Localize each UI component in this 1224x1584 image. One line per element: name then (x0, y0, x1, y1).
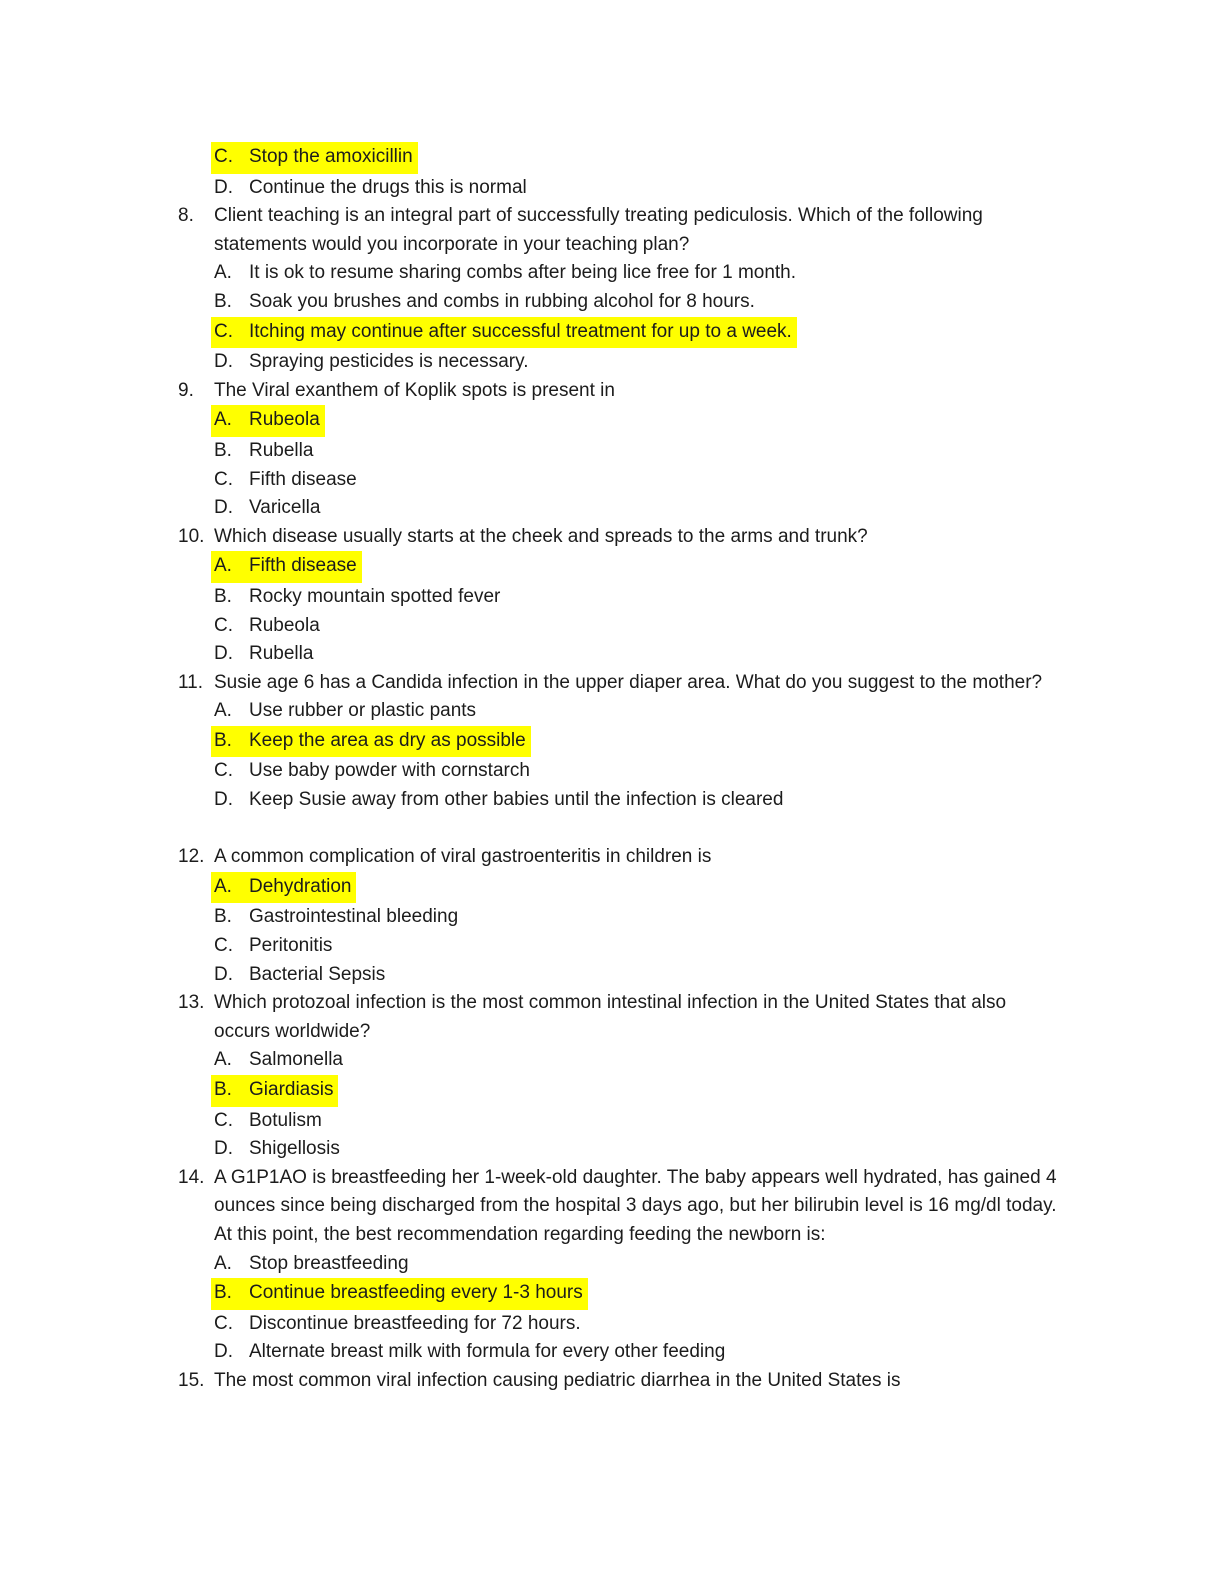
option-letter: A. (214, 700, 232, 722)
option-letter: C. (214, 320, 233, 342)
option-text: Giardiasis (249, 1079, 334, 1100)
option-row (214, 1338, 1070, 1367)
orphan-option-row (214, 174, 1070, 203)
question-number: 15. (178, 1369, 205, 1391)
option-row (214, 726, 1070, 758)
option-row (214, 288, 1070, 317)
option-letter: D. (214, 497, 233, 519)
question-block (178, 377, 1070, 523)
question-block (178, 523, 1070, 669)
answer-option (214, 1250, 409, 1279)
answer-option-highlighted (211, 1278, 588, 1310)
option-letter: D. (214, 1138, 233, 1160)
option-row (214, 583, 1070, 612)
question-text: The most common viral infection causing pediatric diarrhea in the United States is (214, 1369, 901, 1391)
option-row (214, 317, 1070, 349)
option-text: Fifth disease (249, 468, 357, 490)
option-letter: B. (214, 290, 232, 312)
question-row (178, 202, 1070, 259)
question-text: Susie age 6 has a Candida infection in the upper diaper area. What do you suggest to the mother? (214, 671, 1043, 693)
option-text: Keep Susie away from other babies until the infection is cleared (249, 789, 784, 811)
option-letter: B. (214, 906, 232, 928)
answer-option-highlighted (211, 317, 797, 349)
option-letter: B. (214, 1282, 232, 1304)
question-row (178, 1164, 1070, 1250)
option-row (214, 640, 1070, 669)
answer-option (214, 348, 529, 377)
option-text: Soak you brushes and combs in rubbing alcohol for 8 hours. (249, 290, 755, 312)
option-letter: D. (214, 963, 233, 985)
option-text: Continue breastfeeding every 1-3 hours (249, 1282, 583, 1304)
question-row (178, 1367, 1070, 1396)
answer-option (214, 466, 357, 495)
option-row (214, 612, 1070, 641)
option-letter: B. (214, 439, 232, 461)
option-row (214, 551, 1070, 583)
option-text: Shigellosis (249, 1138, 340, 1160)
answer-option (214, 1107, 322, 1136)
option-row (214, 1046, 1070, 1075)
option-letter: D. (214, 351, 233, 373)
option-row (214, 1107, 1070, 1136)
option-text: Alternate breast milk with formula for every other feeding (249, 1341, 726, 1363)
option-text: It is ok to resume sharing combs after being lice free for 1 month. (249, 262, 797, 284)
option-row (214, 466, 1070, 495)
option-text: Rocky mountain spotted fever (249, 585, 501, 607)
option-letter: A. (214, 1252, 232, 1274)
option-text: Botulism (249, 1109, 322, 1131)
answer-option (214, 640, 313, 669)
option-letter: D. (214, 176, 233, 198)
question-text: A common complication of viral gastroenteritis in children is (214, 846, 712, 868)
option-letter: A. (214, 409, 232, 431)
answer-option (214, 932, 332, 961)
option-text: Discontinue breastfeeding for 72 hours. (249, 1312, 581, 1334)
answer-option (214, 757, 530, 786)
option-row (214, 259, 1070, 288)
option-row (214, 1278, 1070, 1310)
option-text: Rubeola (249, 614, 320, 636)
option-text: Fifth disease (249, 555, 357, 577)
answer-option (214, 174, 527, 203)
answer-option-highlighted (211, 872, 356, 904)
option-letter: C. (214, 760, 233, 782)
answer-option (214, 583, 500, 612)
option-letter: A. (214, 555, 232, 577)
option-text: Use baby powder with cornstarch (249, 760, 530, 782)
option-row (214, 437, 1070, 466)
answer-option (214, 1338, 725, 1367)
option-text: Salmonella (249, 1049, 343, 1071)
question-block (178, 669, 1070, 815)
option-row (214, 1135, 1070, 1164)
option-row (214, 872, 1070, 904)
option-text: Gastrointestinal bleeding (249, 906, 459, 928)
option-row (214, 697, 1070, 726)
question-block (178, 1164, 1070, 1367)
option-letter: B. (214, 729, 232, 751)
question-row (178, 377, 1070, 406)
question-number: 10. (178, 525, 205, 547)
option-row (214, 903, 1070, 932)
option-letter: A. (214, 875, 232, 897)
option-row (214, 405, 1070, 437)
question-row (178, 843, 1070, 872)
answer-option-highlighted (211, 142, 418, 174)
option-letter: B. (214, 1079, 232, 1100)
option-row (214, 757, 1070, 786)
question-number: 12. (178, 846, 205, 868)
question-text: The Viral exanthem of Koplik spots is present in (214, 379, 615, 401)
answer-option (214, 903, 458, 932)
answer-option (214, 437, 313, 466)
answer-option (214, 288, 755, 317)
blank-line (178, 815, 1070, 844)
option-text: Varicella (249, 497, 321, 519)
answer-option (214, 961, 385, 990)
answer-option (214, 786, 783, 815)
answer-option (214, 259, 796, 288)
question-block (178, 989, 1070, 1164)
question-block (178, 202, 1070, 377)
option-letter: B. (214, 585, 232, 607)
option-letter: A. (214, 1049, 232, 1071)
orphan-option-row (214, 142, 1070, 174)
option-text: Peritonitis (249, 935, 333, 957)
answer-option (214, 1046, 343, 1075)
answer-option (214, 494, 320, 523)
answer-option-highlighted (211, 726, 531, 758)
question-row (178, 989, 1070, 1046)
option-text: Stop breastfeeding (249, 1252, 409, 1274)
answer-option (214, 697, 476, 726)
option-text: Dehydration (249, 875, 352, 897)
question-number: 14. (178, 1166, 205, 1188)
option-row (214, 1075, 1070, 1107)
option-row (214, 961, 1070, 990)
option-text: Bacterial Sepsis (249, 963, 386, 985)
question-block (178, 843, 1070, 989)
option-text: Rubella (249, 643, 314, 665)
option-row (214, 1250, 1070, 1279)
option-row (214, 1310, 1070, 1339)
question-row (178, 669, 1070, 698)
question-text: Which disease usually starts at the cheek and spreads to the arms and trunk? (214, 525, 868, 547)
answer-option (214, 612, 320, 641)
option-text: Continue the drugs this is normal (249, 176, 527, 198)
option-row (214, 348, 1070, 377)
option-text: Rubeola (249, 409, 320, 431)
option-letter: C. (214, 146, 233, 167)
option-row (214, 494, 1070, 523)
option-row (214, 932, 1070, 961)
option-text: Keep the area as dry as possible (249, 729, 526, 751)
option-letter: D. (214, 789, 233, 811)
question-number: 8. (178, 205, 194, 227)
question-text: Which protozoal infection is the most common intestinal infection in the United States that also occurs worldwide? (214, 992, 1007, 1042)
answer-option (214, 1310, 581, 1339)
option-letter: D. (214, 1341, 233, 1363)
answer-option-highlighted (211, 405, 325, 437)
option-letter: D. (214, 643, 233, 665)
question-number: 9. (178, 379, 194, 401)
question-block (178, 1367, 1070, 1396)
answer-option (214, 1135, 340, 1164)
answer-option-highlighted (211, 551, 362, 583)
question-text: A G1P1AO is breastfeeding her 1-week-old daughter. The baby appears well hydrated, has gained 4 ounces since being discharged from the hospital 3 days ago, but her bilirubin level is 16 mg/dl today. At this point, the best recommendation regarding feeding the newborn is: (214, 1166, 1057, 1245)
question-row (178, 523, 1070, 552)
option-letter: C. (214, 1109, 233, 1131)
option-text: Itching may continue after successful treatment for up to a week. (249, 320, 792, 342)
option-letter: C. (214, 468, 233, 490)
question-number: 13. (178, 992, 205, 1014)
option-text: Spraying pesticides is necessary. (249, 351, 529, 373)
option-text: Rubella (249, 439, 314, 461)
quiz-content (178, 142, 1070, 1396)
answer-option-highlighted (211, 1075, 338, 1107)
option-letter: C. (214, 614, 233, 636)
option-text: Stop the amoxicillin (249, 146, 413, 167)
option-row (214, 786, 1070, 815)
option-text: Use rubber or plastic pants (249, 700, 477, 722)
option-letter: A. (214, 262, 232, 284)
option-letter: C. (214, 935, 233, 957)
question-number: 11. (178, 671, 204, 693)
option-letter: C. (214, 1312, 233, 1334)
question-text: Client teaching is an integral part of successfully treating pediculosis. Which of the following statements would you incorporate in your teaching plan? (214, 205, 983, 255)
